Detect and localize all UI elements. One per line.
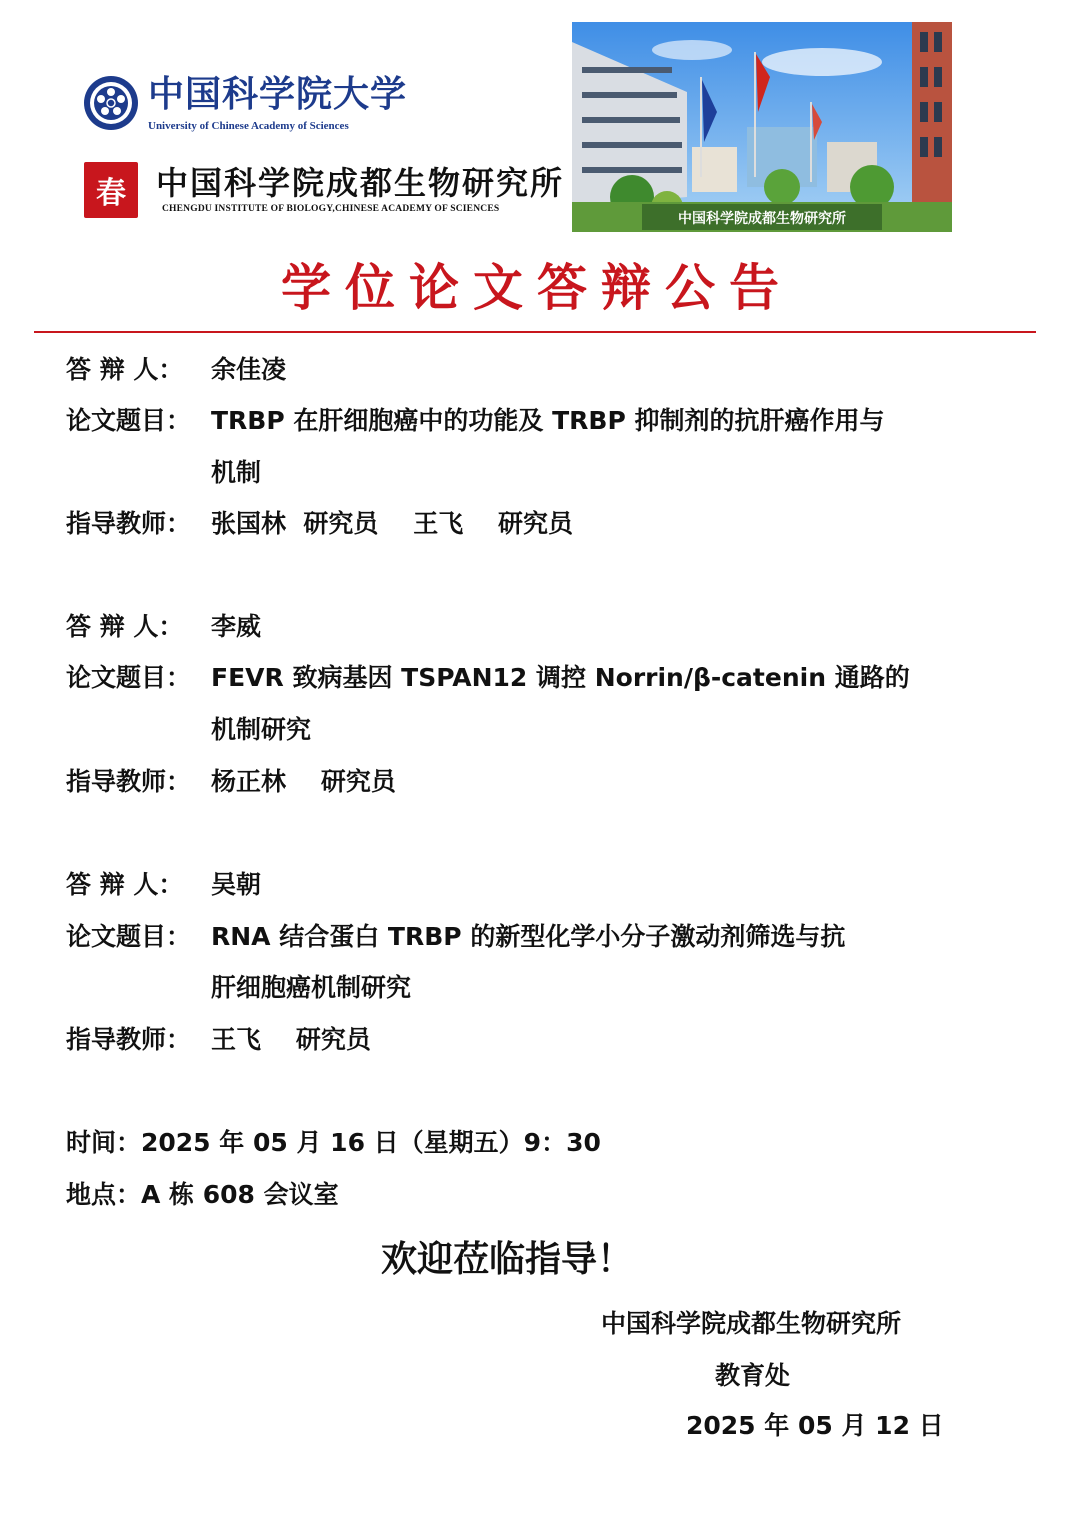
thesis-title-line1: RNA 结合蛋白 TRBP 的新型化学小分子激动剂筛选与抗 xyxy=(211,922,846,951)
ucas-emblem-icon xyxy=(82,74,140,132)
thesis-row-1 xyxy=(66,405,884,437)
cib-name-en: CHENGDU INSTITUTE OF BIOLOGY,CHINESE ACADEMY OF SCIENCES xyxy=(162,204,500,214)
advisor-names: 张国林 研究员 王飞 研究员 xyxy=(211,509,574,538)
thesis-label: 论文题目： xyxy=(66,406,192,435)
cib-name-cn: 中国科学院成都生物研究所 xyxy=(156,164,565,202)
advisor-row-1 xyxy=(66,508,573,540)
advisor-label: 指导教师： xyxy=(66,509,192,538)
thesis-row-3 xyxy=(66,921,845,953)
cib-logo xyxy=(84,162,565,222)
candidate-name: 李威 xyxy=(211,612,262,641)
advisor-names: 王飞 研究员 xyxy=(211,1025,371,1054)
signature-org: 中国科学院成都生物研究所 xyxy=(601,1309,902,1338)
thesis-title-line2: 机制 xyxy=(211,458,262,487)
defense-time: 时间：2025 年 05 月 16 日（星期五）9：30 xyxy=(66,1128,601,1157)
candidate-row-3 xyxy=(66,869,261,901)
cib-seal-icon: 春 xyxy=(84,162,138,218)
ucas-name-cn: 中国科学院大学 xyxy=(148,73,408,115)
candidate-row-1 xyxy=(66,354,286,386)
candidate-name: 余佳凌 xyxy=(211,355,287,384)
candidate-label: 答 辩 人： xyxy=(66,355,184,384)
candidate-label: 答 辩 人： xyxy=(66,612,184,641)
advisor-row-2 xyxy=(66,766,396,798)
candidate-name: 吴朝 xyxy=(211,870,262,899)
welcome-message: 欢迎莅临指导！ xyxy=(380,1239,633,1280)
ucas-name-en: University of Chinese Academy of Sciences xyxy=(148,120,349,132)
page-title: 学位论文答辩公告 xyxy=(281,258,793,317)
advisor-names: 杨正林 研究员 xyxy=(211,767,396,796)
candidate-row-2 xyxy=(66,611,261,643)
advisor-label: 指导教师： xyxy=(66,767,192,796)
signature-dept: 教育处 xyxy=(715,1361,791,1390)
candidate-label: 答 辩 人： xyxy=(66,870,184,899)
campus-photo xyxy=(572,22,952,232)
photo-sign-text: 中国科学院成都生物研究所 xyxy=(678,211,846,227)
thesis-title-line2: 机制研究 xyxy=(211,715,312,744)
thesis-title-line1: TRBP 在肝细胞癌中的功能及 TRBP 抑制剂的抗肝癌作用与 xyxy=(211,406,885,435)
thesis-title-line2: 肝细胞癌机制研究 xyxy=(211,973,412,1002)
defense-location: 地点：A 栋 608 会议室 xyxy=(66,1180,339,1209)
ucas-logo xyxy=(82,73,408,140)
advisor-row-3 xyxy=(66,1024,371,1056)
thesis-title-line1: FEVR 致病基因 TSPAN12 调控 Norrin/β-catenin 通路的 xyxy=(211,663,910,692)
thesis-label: 论文题目： xyxy=(66,922,192,951)
thesis-row-2 xyxy=(66,662,910,694)
signature-date: 2025 年 05 月 12 日 xyxy=(686,1411,944,1440)
advisor-label: 指导教师： xyxy=(66,1025,192,1054)
title-divider xyxy=(34,331,1036,333)
thesis-label: 论文题目： xyxy=(66,663,192,692)
